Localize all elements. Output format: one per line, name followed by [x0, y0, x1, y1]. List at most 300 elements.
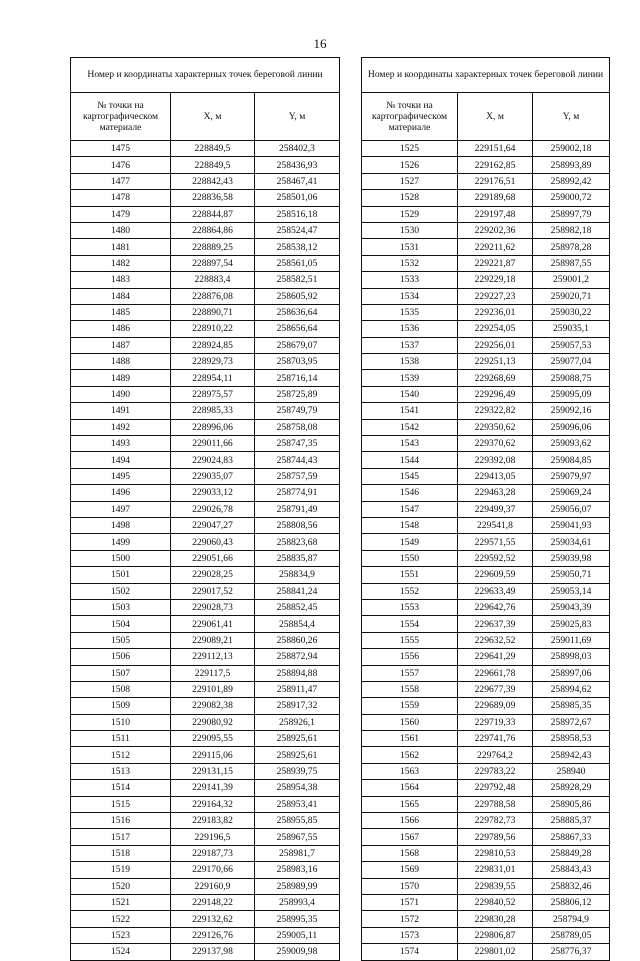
table-row: [71, 944, 340, 960]
cell-point-number: 1539: [362, 370, 458, 386]
cell-x: 228842,43: [171, 173, 255, 189]
cell-x: 229322,82: [458, 403, 533, 419]
cell-x: 229256,01: [458, 337, 533, 353]
cell-x: 229641,29: [458, 649, 533, 665]
cell-y: 258744,43: [255, 452, 340, 468]
header-x: X, м: [458, 93, 533, 141]
cell-point-number: 1549: [362, 534, 458, 550]
cell-point-number: 1515: [71, 796, 171, 812]
cell-x: 229211,62: [458, 239, 533, 255]
cell-point-number: 1559: [362, 698, 458, 714]
cell-x: 229839,55: [458, 878, 533, 894]
cell-x: 229151,64: [458, 141, 533, 157]
cell-point-number: 1551: [362, 567, 458, 583]
table-row: [362, 436, 610, 452]
cell-y: 258982,18: [533, 222, 610, 238]
cell-point-number: 1524: [71, 944, 171, 960]
cell-point-number: 1523: [71, 927, 171, 943]
cell-x: 229632,52: [458, 632, 533, 648]
table-row: [362, 337, 610, 353]
table-row: [71, 862, 340, 878]
table-row: [71, 452, 340, 468]
page-number: 16: [313, 36, 327, 51]
cell-point-number: 1514: [71, 780, 171, 796]
cell-y: 259011,69: [533, 632, 610, 648]
table-row: [71, 665, 340, 681]
table-row: [362, 304, 610, 320]
cell-point-number: 1537: [362, 337, 458, 353]
table-row: [362, 255, 610, 271]
cell-point-number: 1567: [362, 829, 458, 845]
table-row: [362, 780, 610, 796]
cell-x: 229047,27: [171, 517, 255, 533]
cell-y: 258823,68: [255, 534, 340, 550]
cell-x: 229788,58: [458, 796, 533, 812]
table-row: [71, 632, 340, 648]
cell-point-number: 1528: [362, 190, 458, 206]
cell-x: 228954,11: [171, 370, 255, 386]
cell-point-number: 1494: [71, 452, 171, 468]
cell-y: 258832,46: [533, 878, 610, 894]
cell-x: 229227,23: [458, 288, 533, 304]
cell-point-number: 1503: [71, 599, 171, 615]
table-row: [71, 485, 340, 501]
table-row: [362, 157, 610, 173]
cell-y: 258794,9: [533, 911, 610, 927]
header-y: Y, м: [533, 93, 610, 141]
cell-x: 229148,22: [171, 894, 255, 910]
table-row: [362, 452, 610, 468]
cell-y: 259092,16: [533, 403, 610, 419]
cell-point-number: 1536: [362, 321, 458, 337]
cell-x: 229101,89: [171, 681, 255, 697]
cell-y: 259000,72: [533, 190, 610, 206]
cell-point-number: 1568: [362, 845, 458, 861]
cell-point-number: 1512: [71, 747, 171, 763]
table-row: [71, 272, 340, 288]
cell-x: 229592,52: [458, 550, 533, 566]
cell-y: 258679,07: [255, 337, 340, 353]
cell-x: 229221,87: [458, 255, 533, 271]
cell-x: 229131,15: [171, 763, 255, 779]
table-row: [71, 681, 340, 697]
cell-point-number: 1477: [71, 173, 171, 189]
cell-x: 229633,49: [458, 583, 533, 599]
table-row: [71, 763, 340, 779]
cell-x: 228844,87: [171, 206, 255, 222]
cell-point-number: 1498: [71, 517, 171, 533]
table-row: [362, 714, 610, 730]
cell-point-number: 1563: [362, 763, 458, 779]
cell-x: 229117,5: [171, 665, 255, 681]
cell-point-number: 1517: [71, 829, 171, 845]
cell-point-number: 1496: [71, 485, 171, 501]
cell-x: 228975,57: [171, 386, 255, 402]
cell-y: 259079,97: [533, 468, 610, 484]
cell-y: 258636,64: [255, 304, 340, 320]
cell-point-number: 1557: [362, 665, 458, 681]
cell-x: 228897,54: [171, 255, 255, 271]
table-row: [362, 763, 610, 779]
cell-y: 258978,28: [533, 239, 610, 255]
cell-y: 259084,85: [533, 452, 610, 468]
cell-point-number: 1480: [71, 222, 171, 238]
cell-x: 229011,66: [171, 436, 255, 452]
table-row: [362, 386, 610, 402]
cell-x: 229642,76: [458, 599, 533, 615]
table-row: [362, 206, 610, 222]
cell-x: 228889,25: [171, 239, 255, 255]
table-row: [362, 190, 610, 206]
cell-point-number: 1530: [362, 222, 458, 238]
table-row: [362, 567, 610, 583]
cell-y: 258757,59: [255, 468, 340, 484]
cell-x: 229017,52: [171, 583, 255, 599]
cell-point-number: 1513: [71, 763, 171, 779]
cell-x: 229189,68: [458, 190, 533, 206]
cell-y: 258806,12: [533, 894, 610, 910]
cell-x: 229783,22: [458, 763, 533, 779]
cell-x: 229741,76: [458, 731, 533, 747]
cell-y: 259035,1: [533, 321, 610, 337]
cell-y: 259001,2: [533, 272, 610, 288]
cell-point-number: 1561: [362, 731, 458, 747]
table-row: [362, 583, 610, 599]
cell-point-number: 1509: [71, 698, 171, 714]
cell-point-number: 1492: [71, 419, 171, 435]
cell-y: 258834,9: [255, 567, 340, 583]
cell-x: 229164,32: [171, 796, 255, 812]
cell-x: 229801,02: [458, 944, 533, 960]
table-row: [362, 731, 610, 747]
cell-point-number: 1532: [362, 255, 458, 271]
cell-point-number: 1548: [362, 517, 458, 533]
cell-point-number: 1485: [71, 304, 171, 320]
cell-y: 258953,41: [255, 796, 340, 812]
cell-x: 229028,25: [171, 567, 255, 583]
cell-x: 229840,52: [458, 894, 533, 910]
cell-x: 229637,39: [458, 616, 533, 632]
cell-y: 258747,35: [255, 436, 340, 452]
table-row: [362, 288, 610, 304]
table-row: [362, 370, 610, 386]
table-row: [362, 862, 610, 878]
cell-point-number: 1495: [71, 468, 171, 484]
cell-point-number: 1545: [362, 468, 458, 484]
cell-x: 228910,22: [171, 321, 255, 337]
cell-x: 229061,41: [171, 616, 255, 632]
table-row: [362, 665, 610, 681]
cell-point-number: 1527: [362, 173, 458, 189]
cell-y: 258849,28: [533, 845, 610, 861]
table-body-left: [71, 58, 340, 961]
cell-y: 258725,89: [255, 386, 340, 402]
coordinates-table-right: [361, 57, 610, 961]
cell-point-number: 1493: [71, 436, 171, 452]
cell-y: 258867,33: [533, 829, 610, 845]
cell-y: 258894,88: [255, 665, 340, 681]
cell-y: 259030,22: [533, 304, 610, 320]
cell-x: 229035,07: [171, 468, 255, 484]
cell-y: 258749,79: [255, 403, 340, 419]
cell-x: 229782,73: [458, 813, 533, 829]
table-row: [71, 206, 340, 222]
cell-x: 229831,01: [458, 862, 533, 878]
cell-y: 259041,93: [533, 517, 610, 533]
cell-x: 229392,08: [458, 452, 533, 468]
cell-x: 229499,37: [458, 501, 533, 517]
table-row: [71, 321, 340, 337]
table-row: [362, 468, 610, 484]
table-row: [71, 599, 340, 615]
cell-x: 229764,2: [458, 747, 533, 763]
cell-point-number: 1570: [362, 878, 458, 894]
cell-y: 258958,53: [533, 731, 610, 747]
cell-y: 258516,18: [255, 206, 340, 222]
cell-x: 229229,18: [458, 272, 533, 288]
cell-x: 229115,06: [171, 747, 255, 763]
cell-x: 229126,76: [171, 927, 255, 943]
cell-y: 258998,03: [533, 649, 610, 665]
cell-x: 229132,62: [171, 911, 255, 927]
table-row: [71, 894, 340, 910]
cell-y: 259025,83: [533, 616, 610, 632]
cell-point-number: 1562: [362, 747, 458, 763]
cell-x: 229082,38: [171, 698, 255, 714]
cell-point-number: 1552: [362, 583, 458, 599]
cell-x: 229830,28: [458, 911, 533, 927]
cell-x: 229254,05: [458, 321, 533, 337]
cell-y: 259005,11: [255, 927, 340, 943]
table-row: [71, 829, 340, 845]
cell-x: 229095,55: [171, 731, 255, 747]
table-row: [71, 304, 340, 320]
cell-point-number: 1520: [71, 878, 171, 894]
cell-x: 228849,5: [171, 141, 255, 157]
cell-x: 229033,12: [171, 485, 255, 501]
cell-x: 228883,4: [171, 272, 255, 288]
cell-point-number: 1544: [362, 452, 458, 468]
cell-x: 229571,55: [458, 534, 533, 550]
cell-y: 259088,75: [533, 370, 610, 386]
cell-x: 228890,71: [171, 304, 255, 320]
cell-y: 258501,06: [255, 190, 340, 206]
table-row: [362, 403, 610, 419]
table-row: [362, 419, 610, 435]
cell-point-number: 1556: [362, 649, 458, 665]
cell-y: 258972,67: [533, 714, 610, 730]
cell-x: 229141,39: [171, 780, 255, 796]
caption-row: [71, 58, 340, 93]
cell-x: 229026,78: [171, 501, 255, 517]
cell-y: 258925,61: [255, 731, 340, 747]
cell-point-number: 1488: [71, 354, 171, 370]
cell-point-number: 1564: [362, 780, 458, 796]
cell-point-number: 1553: [362, 599, 458, 615]
table-row: [362, 845, 610, 861]
table-row: [71, 567, 340, 583]
cell-point-number: 1569: [362, 862, 458, 878]
cell-x: 229463,28: [458, 485, 533, 501]
cell-point-number: 1489: [71, 370, 171, 386]
cell-point-number: 1475: [71, 141, 171, 157]
cell-x: 229187,73: [171, 845, 255, 861]
cell-y: 258789,05: [533, 927, 610, 943]
table-row: [71, 468, 340, 484]
cell-y: 258917,32: [255, 698, 340, 714]
cell-point-number: 1572: [362, 911, 458, 927]
table-row: [362, 321, 610, 337]
cell-point-number: 1518: [71, 845, 171, 861]
cell-y: 258905,86: [533, 796, 610, 812]
cell-x: 229162,85: [458, 157, 533, 173]
table-row: [362, 599, 610, 615]
table-row: [362, 550, 610, 566]
cell-x: 229202,36: [458, 222, 533, 238]
cell-y: 259039,98: [533, 550, 610, 566]
table-row: [71, 436, 340, 452]
cell-x: 229251,13: [458, 354, 533, 370]
table-row: [362, 698, 610, 714]
cell-point-number: 1542: [362, 419, 458, 435]
table-row: [362, 944, 610, 960]
table-row: [71, 173, 340, 189]
cell-point-number: 1565: [362, 796, 458, 812]
cell-y: 259056,07: [533, 501, 610, 517]
cell-y: 258776,37: [533, 944, 610, 960]
table-row: [362, 894, 610, 910]
cell-x: 229080,92: [171, 714, 255, 730]
header-row: [362, 93, 610, 141]
cell-point-number: 1554: [362, 616, 458, 632]
table-row: [71, 337, 340, 353]
table-row: [71, 370, 340, 386]
cell-point-number: 1519: [71, 862, 171, 878]
cell-point-number: 1476: [71, 157, 171, 173]
table-row: [71, 288, 340, 304]
table-row: [362, 141, 610, 157]
table-row: [71, 190, 340, 206]
cell-y: 259077,04: [533, 354, 610, 370]
cell-y: 258925,61: [255, 747, 340, 763]
table-row: [71, 141, 340, 157]
cell-point-number: 1538: [362, 354, 458, 370]
cell-y: 258983,16: [255, 862, 340, 878]
cell-point-number: 1497: [71, 501, 171, 517]
cell-y: 258997,06: [533, 665, 610, 681]
table-row: [362, 239, 610, 255]
cell-x: 229350,62: [458, 419, 533, 435]
cell-y: 258835,87: [255, 550, 340, 566]
table-row: [71, 255, 340, 271]
cell-x: 229196,5: [171, 829, 255, 845]
cell-y: 259053,14: [533, 583, 610, 599]
cell-point-number: 1574: [362, 944, 458, 960]
table-row: [362, 829, 610, 845]
cell-x: 229112,13: [171, 649, 255, 665]
cell-point-number: 1533: [362, 272, 458, 288]
cell-x: 229197,48: [458, 206, 533, 222]
cell-x: 229160,9: [171, 878, 255, 894]
table-row: [362, 911, 610, 927]
cell-y: 258703,95: [255, 354, 340, 370]
cell-x: 229137,98: [171, 944, 255, 960]
cell-point-number: 1486: [71, 321, 171, 337]
cell-y: 259069,24: [533, 485, 610, 501]
cell-y: 259093,62: [533, 436, 610, 452]
cell-y: 258997,79: [533, 206, 610, 222]
table-row: [362, 813, 610, 829]
table-row: [71, 222, 340, 238]
table-row: [362, 681, 610, 697]
caption-row: [362, 58, 610, 93]
cell-y: 258989,99: [255, 878, 340, 894]
cell-point-number: 1478: [71, 190, 171, 206]
table-row: [71, 878, 340, 894]
cell-x: 228924,85: [171, 337, 255, 353]
cell-y: 258402,3: [255, 141, 340, 157]
cell-y: 258928,29: [533, 780, 610, 796]
cell-point-number: 1504: [71, 616, 171, 632]
table-caption: Номер и координаты характерных точек береговой линии: [362, 58, 610, 93]
table-row: [71, 616, 340, 632]
cell-y: 258940: [533, 763, 610, 779]
cell-point-number: 1481: [71, 239, 171, 255]
header-point-number: № точки на картографическом материале: [362, 93, 458, 141]
cell-y: 258995,35: [255, 911, 340, 927]
cell-x: 228836,58: [171, 190, 255, 206]
cell-point-number: 1490: [71, 386, 171, 402]
cell-point-number: 1560: [362, 714, 458, 730]
cell-x: 229024,83: [171, 452, 255, 468]
cell-x: 228864,86: [171, 222, 255, 238]
cell-x: 228849,5: [171, 157, 255, 173]
cell-x: 229789,56: [458, 829, 533, 845]
cell-y: 258885,37: [533, 813, 610, 829]
cell-point-number: 1558: [362, 681, 458, 697]
cell-y: 258987,55: [533, 255, 610, 271]
cell-point-number: 1555: [362, 632, 458, 648]
cell-y: 258808,56: [255, 517, 340, 533]
cell-point-number: 1525: [362, 141, 458, 157]
cell-x: 229677,39: [458, 681, 533, 697]
table-row: [362, 173, 610, 189]
cell-x: 228996,06: [171, 419, 255, 435]
table-body-right: [362, 58, 610, 961]
cell-y: 258524,47: [255, 222, 340, 238]
header-row: [71, 93, 340, 141]
table-row: [362, 632, 610, 648]
cell-y: 258843,43: [533, 862, 610, 878]
table-row: [362, 272, 610, 288]
cell-y: 258860,26: [255, 632, 340, 648]
cell-y: 258954,38: [255, 780, 340, 796]
table-row: [362, 747, 610, 763]
cell-y: 258774,91: [255, 485, 340, 501]
table-row: [71, 550, 340, 566]
cell-point-number: 1529: [362, 206, 458, 222]
cell-point-number: 1540: [362, 386, 458, 402]
cell-x: 229689,09: [458, 698, 533, 714]
cell-y: 258994,62: [533, 681, 610, 697]
cell-point-number: 1573: [362, 927, 458, 943]
table-row: [71, 927, 340, 943]
table-row: [71, 714, 340, 730]
cell-y: 258911,47: [255, 681, 340, 697]
cell-point-number: 1541: [362, 403, 458, 419]
cell-point-number: 1491: [71, 403, 171, 419]
header-point-number: № точки на картографическом материале: [71, 93, 171, 141]
